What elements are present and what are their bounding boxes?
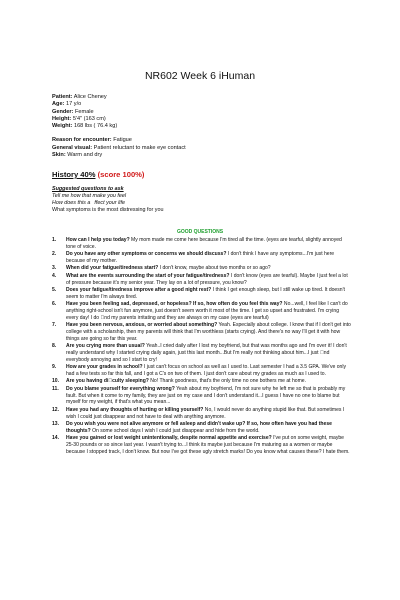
answer-text: No! Thank goodness, that's the only time no one bothers me at home. [148, 378, 307, 385]
patient-info-block [52, 94, 372, 159]
question-item [52, 251, 352, 265]
question-item [52, 237, 352, 251]
reason-line: Reason for encounter: Fatigue [52, 137, 132, 144]
question-item [52, 322, 352, 343]
answer-text: I don't know, maybe about two months or so ago? [158, 265, 271, 272]
skin-line: Skin: Warm and dry [52, 152, 103, 159]
history-score: (score 100%) [97, 170, 145, 179]
answer-text: I don't know (eyes are tearful). Maybe I just feel a lot of pressure because it's my senior year. They lay on a lot of pressure, you know? [66, 272, 348, 286]
question-number: 2. [52, 251, 57, 258]
question-text: Does your fatigue/tiredness improve after a good night rest? [66, 286, 212, 293]
question-text: Do you blame yourself for everything wrong? [66, 385, 175, 392]
suggested-line: How does this a ffect your life [52, 200, 125, 207]
question-number: 11. [52, 385, 59, 392]
question-text: Have you had any thoughts of hurting or killing yourself? [66, 406, 204, 413]
question-number: 8. [52, 343, 57, 350]
question-number: 14. [52, 435, 60, 442]
answer-text: Yeah. Especially about college. I know that if I don't get into college with a scholarship, then my parents will think that I'm worthless (starts crying). And there's no way I'll get it with how things are going so far this year. [66, 322, 351, 342]
question-number: 7. [52, 322, 57, 329]
question-number: 6. [52, 301, 57, 308]
question-item [52, 287, 352, 301]
question-number: 9. [52, 364, 57, 371]
history-label: History 40% [52, 170, 96, 179]
history-heading [52, 170, 144, 179]
patient-weight-line: Weight: 168 lbs ( 76.4 kg) [52, 123, 118, 130]
question-text: Are you having di culty sleeping? [66, 378, 149, 385]
question-number: 5. [52, 286, 57, 293]
question-item [52, 273, 352, 287]
answer-text: I've put on some weight, maybe 25-30 pounds or so since last year. I wasn't trying to...I think its maybe just because I'm maturing as a women or maybe because I stopped track, I don't know. But now I've got these ugly stretch marks! Do you know what causes these? I hate them. [66, 435, 350, 455]
suggested-line: Tell me how that make you feel [52, 193, 127, 200]
document-title: NR602 Week 6 iHuman [144, 70, 256, 82]
patient-age-line: Age: 17 y/o [52, 101, 82, 108]
question-item [52, 364, 352, 378]
suggested-questions-block [52, 186, 372, 214]
question-text: Do you have any other symptoms or concerns we should discuss? [66, 251, 227, 258]
question-text: Have you been nervous, anxious, or worried about something? [66, 322, 218, 329]
answer-text: I think I get enough sleep, but I still wake up tired. It doesn't seem to matter I'm always tired. [66, 286, 345, 300]
question-text: When did your fatigue/tiredness start? [66, 265, 159, 272]
answer-text: No, I would never do anything stupid like that. But sometimes I wish I could just disappear and not have to deal with anything anymore. [66, 406, 345, 420]
good-questions-heading: GOOD QUESTIONS [176, 229, 224, 235]
question-text: How can I help you today? [66, 237, 130, 243]
suggested-heading: Suggested questions to ask [52, 186, 124, 192]
answer-text: On some school days I wish I could just disappear and hide from the world. [90, 427, 260, 434]
question-text: Have you gained or lost weight unintentionally, despite normal appetite and exercise? [66, 435, 272, 442]
general-visual-line: General visual: Patient reluctant to make eye contact [52, 144, 186, 151]
question-item [52, 378, 352, 385]
question-number: 10. [52, 378, 60, 385]
question-item [52, 301, 352, 322]
question-number: 13. [52, 420, 60, 427]
question-item [52, 343, 352, 364]
question-item [52, 421, 352, 435]
question-text: Do you wish you were not alive anymore or fell asleep and didn't wake up? If so, how often have you had these thoughts? [66, 420, 332, 434]
patient-height-line: Height: 5'4" (163 cm) [52, 115, 106, 122]
question-item [52, 386, 352, 407]
answer-text: My mom made me come here because I'm tired all the time. (eyes are tearful, slightly annoyed tone of voice. [66, 237, 342, 250]
patient-gender-line: Gender: Female [52, 108, 94, 115]
question-item [52, 265, 352, 272]
question-text: Are you crying more than usual? [66, 343, 145, 350]
answer-text: I just can't focus on school as well as I used to. Last semester I had a 3.5 GPA. We've only had a few tests so far this fall, and I got a C's on two of them. I just don't care about my grades as much as I used to. [66, 364, 347, 378]
answer-text: I don't think I have any symptoms...I'm just here because of my mother. [66, 251, 335, 265]
questions-list [52, 237, 352, 456]
question-text: How are your grades in school? [66, 364, 143, 371]
answer-text: Yeah..I cried daily after I lost my boyfriend, but that was months ago and I'm over it! I don't really understand why I started crying daily again, just this last month...But I'm really not thinking about him...I just  nd everybody annoying and so I start to cry! [66, 343, 347, 363]
suggested-line: What symptoms is the most distressing for you [52, 207, 164, 214]
answer-text: Yeah about my boyfriend, I'm not sure why he left me so that is probably my fault. But when it come to my family, they are just on my case and I don't understand it...I guess I have no one to blame but myself for my weight, if that's what you mean... [66, 385, 346, 406]
patient-name-line: Patient: Alice Cheney [52, 94, 107, 100]
question-item [52, 435, 352, 456]
question-number: 3. [52, 265, 57, 272]
question-number: 1. [52, 237, 57, 243]
question-number: 4. [52, 272, 57, 279]
question-item [52, 407, 352, 421]
question-text: Have you been feeling sad, depressed, or hopeless? If so, how often do you feel this way? [66, 301, 283, 308]
question-number: 12. [52, 406, 60, 413]
question-text: What are the events surrounding the start of your fatigue/tiredness? [66, 272, 230, 279]
answer-text: No...well, I feel like I can't do anything right-school isn't fun anymore, just doesn't seem worth it most of the time. I get so upset and frustrated. I'm crying every day! I do  nd my parents irritating and they are always on my case (eyes are tearful) [66, 301, 348, 321]
